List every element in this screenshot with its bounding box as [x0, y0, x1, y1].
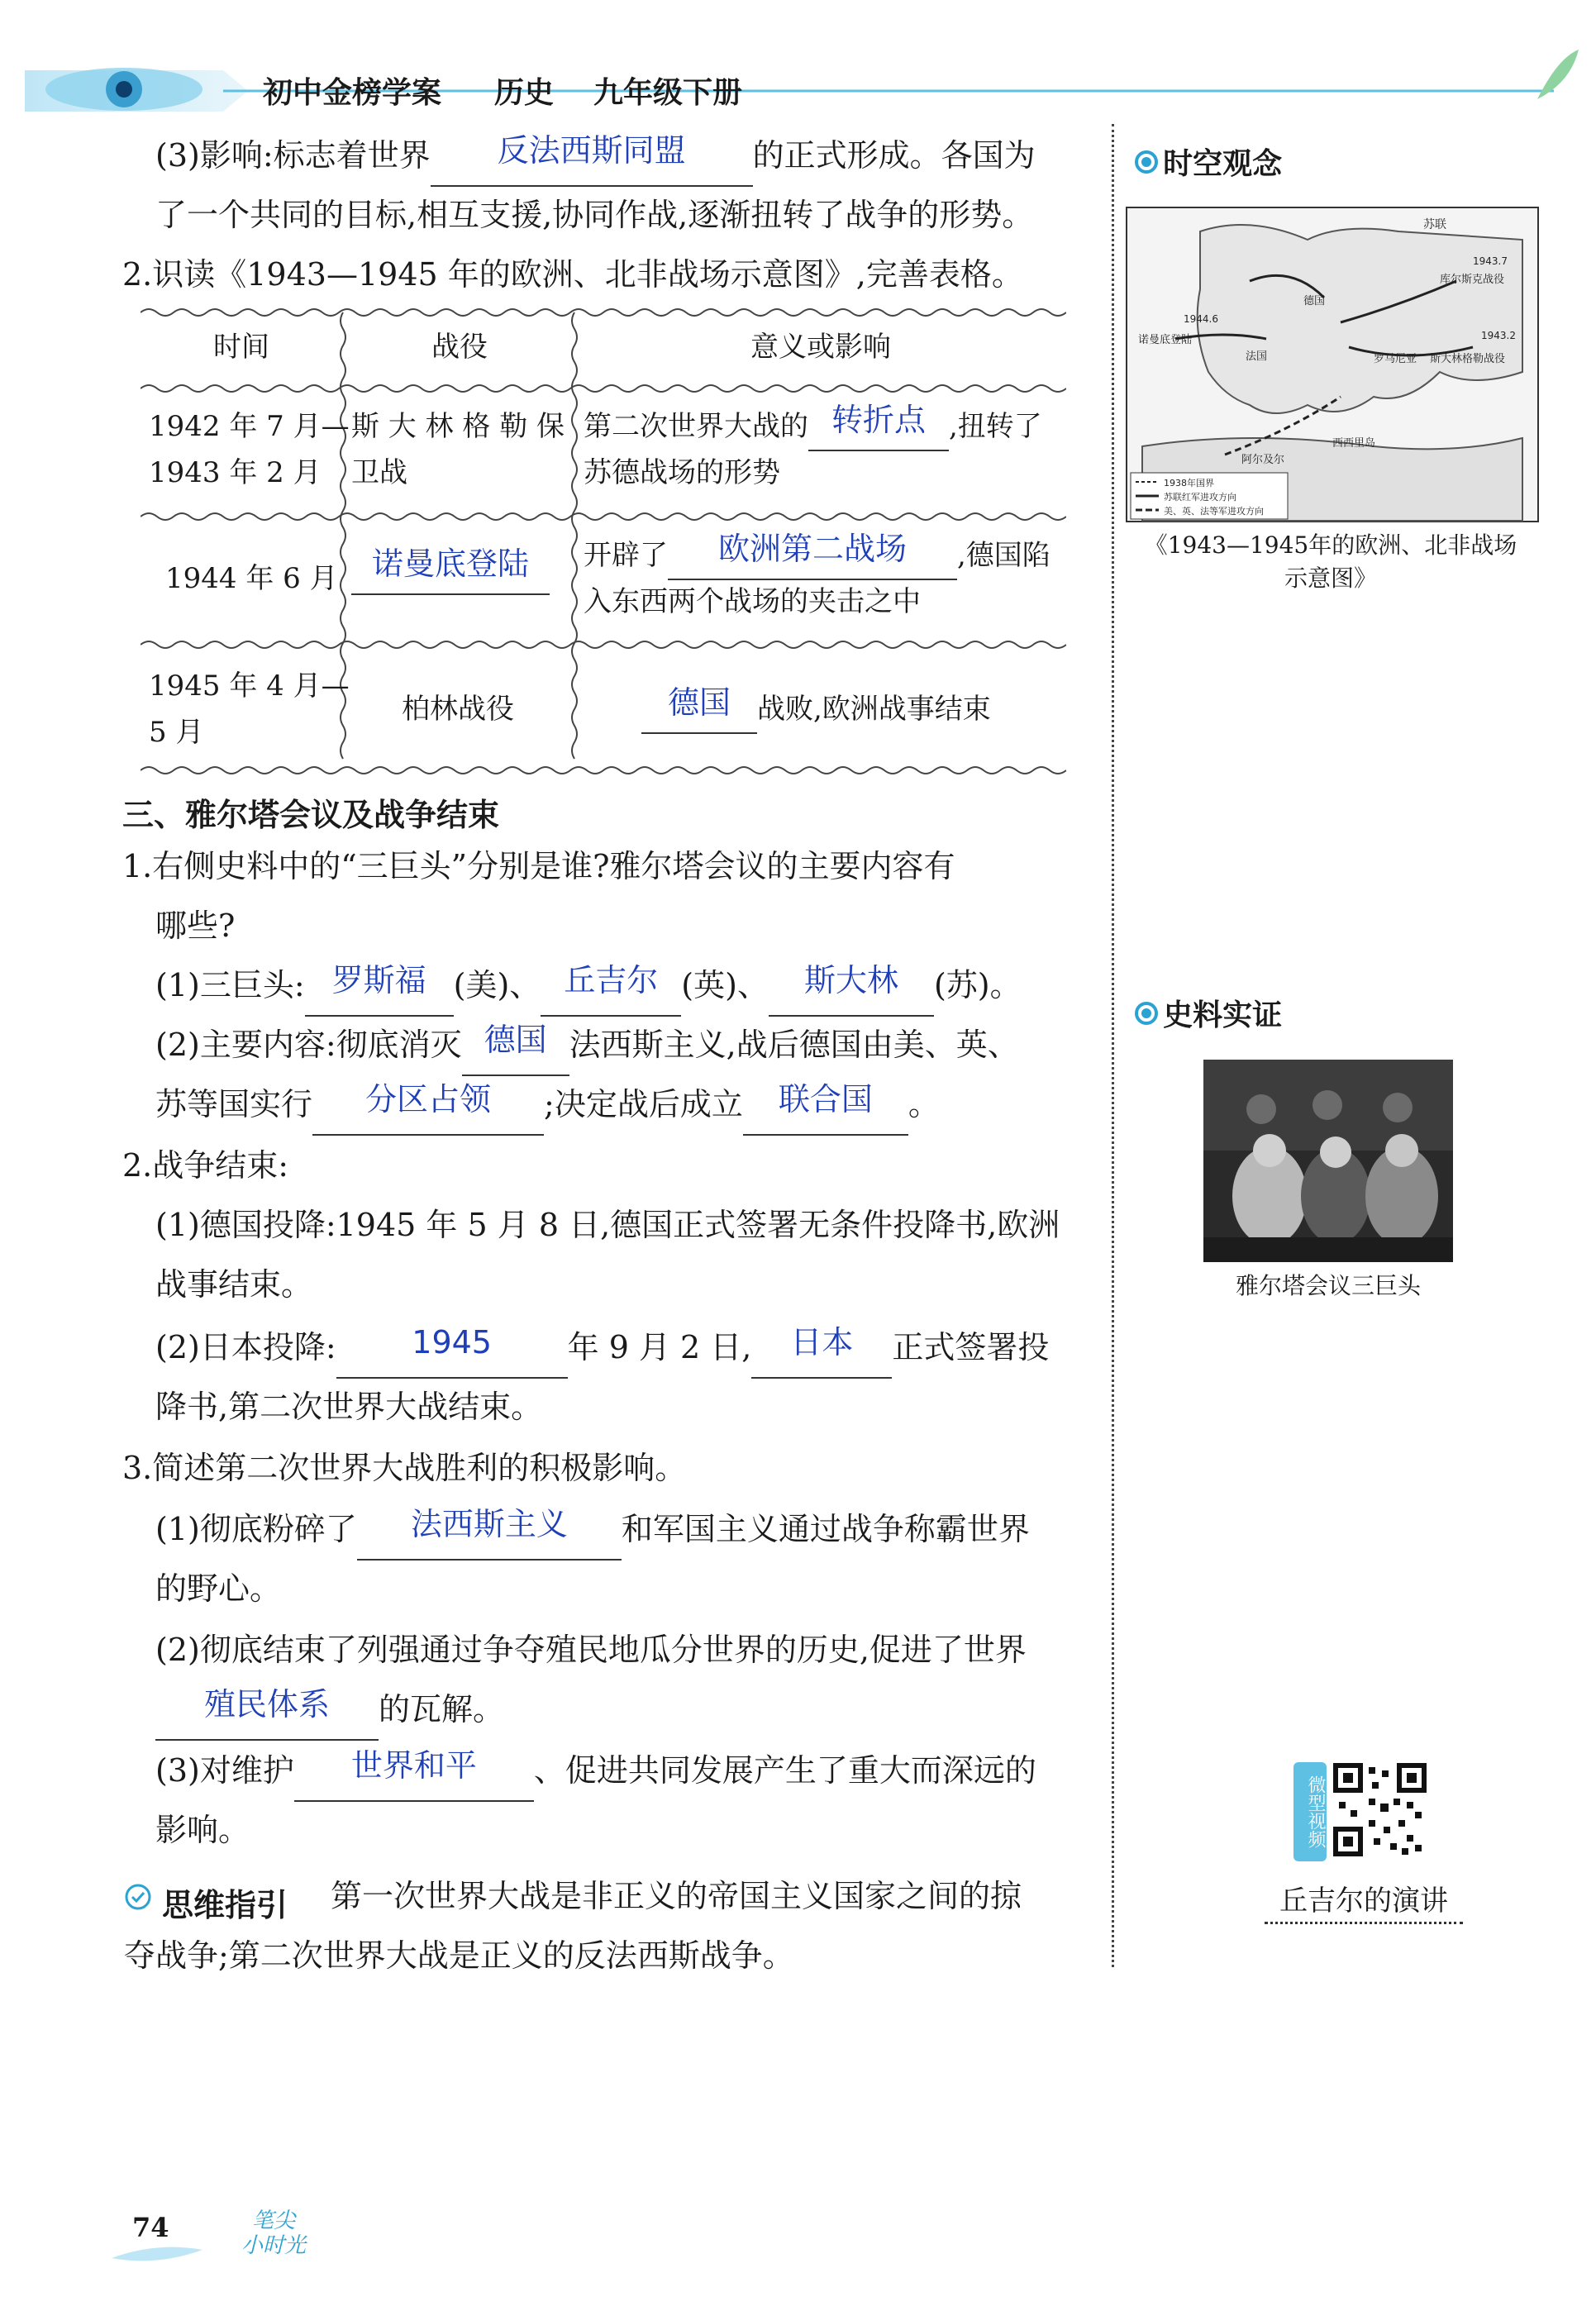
- circle-bullet-icon: [1134, 1001, 1159, 1026]
- map-label: 1944.6: [1184, 313, 1218, 325]
- thinking-guide-l2: 夺战争;第二次世界大战是正义的反法西斯战争。: [124, 1937, 794, 1974]
- table-header-significance: 意义或影响: [750, 331, 891, 364]
- qr-caption: 丘吉尔的演讲: [1265, 1878, 1463, 1924]
- map-label: 法国: [1246, 350, 1268, 363]
- answer-blank: 法西斯主义: [410, 1506, 568, 1542]
- row2-sig-l2: 入东西两个战场的夹击之中: [584, 585, 921, 618]
- footer-leaf-graphic: [107, 2242, 207, 2266]
- impact-2-l2: 殖民体系 的瓦解。: [155, 1680, 504, 1741]
- question-2: 2.识读《1943—1945 年的欧洲、北非战场示意图》,完善表格。: [122, 256, 1023, 293]
- row1-sig-l1: 第二次世界大战的 转折点 ,扭转了: [584, 403, 1042, 451]
- row3-time-l2: 5 月: [149, 716, 204, 749]
- photo-caption: 雅尔塔会议三巨头: [1235, 1272, 1421, 1299]
- map-legend: 美、英、法等军进攻方向: [1164, 506, 1264, 517]
- s3-question-1-l1: 1.右侧史料中的“三巨头”分别是谁?雅尔塔会议的主要内容有: [122, 848, 955, 884]
- map-label: 苏联: [1423, 218, 1446, 231]
- impact-1-l2: 的野心。: [155, 1570, 282, 1607]
- row2-sig-l1: 开辟了 欧洲第二战场 ,德国陷: [584, 532, 1051, 580]
- big-three-line: (1)三巨头: 罗斯福 (美)、 丘吉尔 (英)、 斯大林 (苏)。: [155, 955, 1022, 1017]
- map-label: 德国: [1303, 295, 1326, 307]
- map-label: 罗马尼亚: [1374, 353, 1417, 365]
- thinking-guide-label: 思维指引: [162, 1887, 288, 1923]
- japan-surrender-l1: (2)日本投降: 1945 年 9 月 2 日, 日本 正式签署投: [155, 1318, 1049, 1379]
- table-header-battle: 战役: [431, 331, 488, 364]
- yalta-photo: [1203, 1060, 1453, 1262]
- answer-blank: 世界和平: [350, 1747, 477, 1784]
- row1-time-l1: 1942 年 7 月—: [149, 410, 350, 443]
- row3-battle: 柏林战役: [402, 693, 514, 726]
- evidence-heading: 史料实证: [1134, 992, 1282, 1034]
- row1-sig-l2: 苏德战场的形势: [584, 456, 780, 489]
- column-divider: [1112, 124, 1114, 1967]
- s3-question-2: 2.战争结束:: [122, 1147, 289, 1184]
- grade-title: 九年级下册: [593, 76, 743, 110]
- answer-blank: 日本: [790, 1324, 854, 1360]
- map-label: 1943.2: [1481, 330, 1516, 341]
- circle-bullet-icon: [1134, 150, 1159, 174]
- impact-3-l1: (3)对维护 世界和平 、促进共同发展产生了重大而深远的: [155, 1741, 1036, 1802]
- subject-title: 历史: [494, 76, 555, 110]
- impact-line-2: 了一个共同的目标,相互支援,协同作战,逐渐扭转了战争的形势。: [155, 197, 1034, 233]
- time-space-heading: 时空观念: [1134, 141, 1282, 183]
- yalta-content-l1: (2)主要内容:彻底消灭 德国 法西斯主义,战后德国由美、英、: [155, 1015, 1019, 1076]
- row3-time-l1: 1945 年 4 月—: [149, 669, 350, 703]
- answer-blank: 联合国: [778, 1081, 873, 1117]
- map-legend: 苏联红军进攻方向: [1164, 492, 1236, 503]
- map-label: 斯大林格勒战役: [1430, 353, 1506, 365]
- yalta-content-l2: 苏等国实行 分区占领 ;决定战后成立 联合国 。: [155, 1074, 940, 1136]
- s3-question-3: 3.简述第二次世界大战胜利的积极影响。: [122, 1450, 687, 1486]
- header-banner-graphic: [0, 0, 1596, 124]
- table-header-time: 时间: [213, 331, 269, 364]
- map-label: 西西里岛: [1332, 437, 1376, 450]
- map-label: 库尔斯克战役: [1440, 274, 1505, 286]
- row2-time: 1944 年 6 月: [165, 562, 338, 595]
- thinking-guide-l1: 第一次世界大战是非正义的帝国主义国家之间的掠: [331, 1878, 1022, 1914]
- answer-blank: 德国: [484, 1022, 547, 1058]
- qr-code[interactable]: [1332, 1762, 1427, 1857]
- answer-blank: 罗斯福: [331, 962, 426, 998]
- answer-blank: 丘吉尔: [564, 962, 659, 998]
- impact-3-l2: 影响。: [155, 1812, 250, 1848]
- micro-video-tag: 微型视频: [1293, 1762, 1327, 1861]
- row1-battle-l2: 卫战: [351, 456, 407, 489]
- row3-sig: 德国 战败,欧洲战事结束: [641, 686, 991, 734]
- map-legend: 1938年国界: [1164, 478, 1214, 488]
- germany-surrender-l2: 战事结束。: [155, 1266, 313, 1303]
- answer-blank: 转折点: [831, 402, 926, 438]
- answer-blank: 欧洲第二战场: [717, 531, 907, 567]
- impact-2-l1: (2)彻底结束了列强通过争夺殖民地瓜分世界的历史,促进了世界: [155, 1632, 1027, 1668]
- map-label: 阿尔及尔: [1241, 454, 1285, 466]
- map-caption: 《1943—1945年的欧洲、北非战场 示意图》: [1144, 531, 1517, 592]
- lightbulb-icon: [124, 1883, 152, 1911]
- s3-question-1-l2: 哪些?: [155, 908, 236, 944]
- row2-battle: [351, 547, 550, 595]
- impact-line-1: (3)影响:标志着世界 反法西斯同盟 的正式形成。各国为: [155, 126, 1036, 187]
- answer-blank: 斯大林: [803, 962, 898, 998]
- map-label: 诺曼底登陆: [1138, 334, 1193, 346]
- row1-battle-l1: 斯 大 林 格 勒 保: [351, 410, 565, 443]
- answer-blank: 殖民体系: [203, 1686, 330, 1723]
- answer-blank: 反法西斯同盟: [497, 132, 686, 169]
- impact-1-l1: (1)彻底粉碎了 法西斯主义 和军国主义通过战争称霸世界: [155, 1499, 1030, 1561]
- page-header: [0, 0, 1596, 124]
- germany-surrender-l1: (1)德国投降:1945 年 5 月 8 日,德国正式签署无条件投降书,欧洲: [155, 1207, 1060, 1243]
- map-label: 1943.7: [1473, 255, 1508, 267]
- row1-time-l2: 1943 年 2 月: [149, 456, 322, 489]
- answer-blank: 诺曼底登陆: [371, 546, 529, 582]
- japan-surrender-l2: 降书,第二次世界大战结束。: [155, 1389, 543, 1425]
- europe-north-africa-map: [1126, 207, 1539, 522]
- page-number: 74: [132, 2212, 169, 2243]
- book-title: 初中金榜学案: [263, 76, 442, 110]
- answer-blank: 分区占领: [365, 1081, 492, 1117]
- answer-blank: 德国: [667, 684, 731, 721]
- answer-blank: 1945: [412, 1324, 492, 1360]
- section-3-title: 三、雅尔塔会议及战争结束: [122, 797, 500, 833]
- footer-slogan: 笔尖 小时光: [241, 2209, 307, 2258]
